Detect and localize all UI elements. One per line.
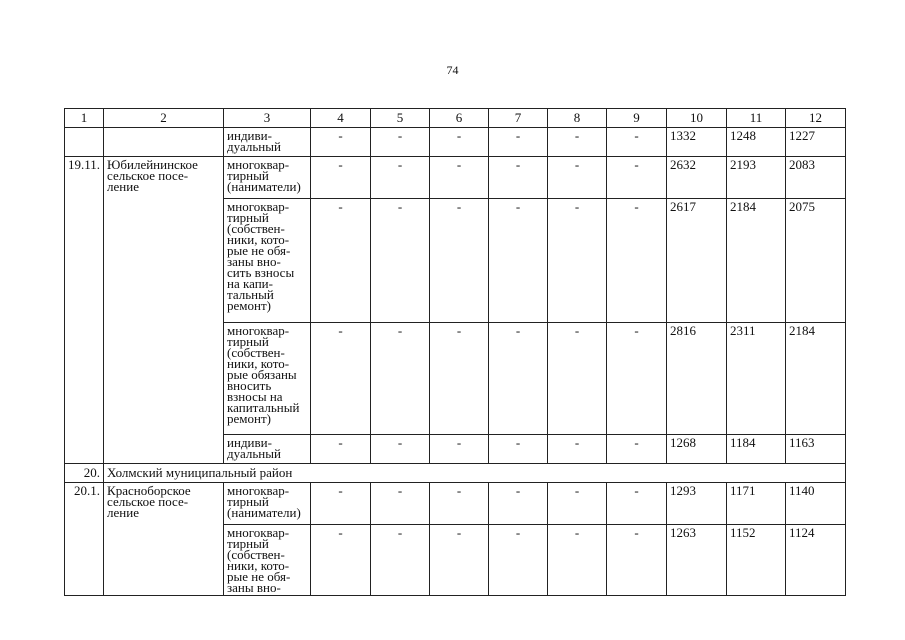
- housing-type-line: тальный: [227, 287, 274, 302]
- settlement-name-line: Красноборское: [107, 483, 191, 498]
- dash-cell: -: [607, 199, 667, 323]
- dash-cell: -: [371, 525, 430, 596]
- housing-type-line: (собствен-: [227, 221, 285, 236]
- dash-cell: -: [371, 199, 430, 323]
- housing-type-line: многоквар-: [227, 323, 290, 338]
- settlement-name: [104, 483, 224, 596]
- dash-cell: -: [607, 525, 667, 596]
- dash-cell: -: [371, 128, 430, 157]
- dash-cell: -: [607, 435, 667, 464]
- housing-type: [224, 483, 311, 525]
- housing-type-line: ники, кото-: [227, 558, 290, 573]
- header-cell: 8: [548, 109, 607, 128]
- dash-cell: -: [489, 525, 548, 596]
- dash-cell: -: [430, 323, 489, 435]
- page-number: 74: [446, 63, 459, 77]
- value-cell: 2184: [786, 323, 846, 435]
- housing-type-line: (собствен-: [227, 547, 285, 562]
- housing-type-line: ники, кото-: [227, 356, 290, 371]
- value-cell: 1152: [727, 525, 786, 596]
- header-cell: 6: [430, 109, 489, 128]
- dash-cell: -: [489, 157, 548, 199]
- header-cell: 5: [371, 109, 430, 128]
- housing-type-line: (наниматели): [227, 505, 301, 520]
- dash-cell: -: [607, 128, 667, 157]
- housing-type-line: рые обязаны: [227, 367, 297, 382]
- dash-cell: -: [430, 435, 489, 464]
- settlement-name-line: сельское посе-: [107, 168, 189, 183]
- housing-type-line: ремонт): [227, 298, 271, 313]
- dash-cell: -: [311, 483, 371, 525]
- settlement-name-line: ление: [107, 505, 139, 520]
- value-cell: 1227: [786, 128, 846, 157]
- dash-cell: -: [311, 128, 371, 157]
- housing-type-line: взносы на: [227, 389, 283, 404]
- value-cell: 1248: [727, 128, 786, 157]
- dash-cell: -: [371, 435, 430, 464]
- section-row: [65, 464, 846, 483]
- housing-type-line: тирный: [227, 536, 269, 551]
- dash-cell: -: [489, 199, 548, 323]
- dash-cell: -: [489, 483, 548, 525]
- value-cell: 2075: [786, 199, 846, 323]
- value-cell: 1124: [786, 525, 846, 596]
- dash-cell: -: [607, 157, 667, 199]
- housing-type-line: многоквар-: [227, 483, 290, 498]
- dash-cell: -: [607, 483, 667, 525]
- dash-cell: -: [489, 128, 548, 157]
- dash-cell: -: [489, 323, 548, 435]
- housing-type-line: капитальный: [227, 400, 300, 415]
- value-cell: 2617: [667, 199, 727, 323]
- dash-cell: -: [548, 435, 607, 464]
- header-cell: 3: [224, 109, 311, 128]
- dash-cell: -: [548, 128, 607, 157]
- dash-cell: -: [548, 323, 607, 435]
- housing-type: [224, 435, 311, 464]
- housing-type-line: дуальный: [227, 446, 281, 461]
- row-index: [65, 128, 104, 157]
- settlement-name: [104, 157, 224, 464]
- housing-type-line: заны вно-: [227, 580, 281, 595]
- dash-cell: -: [430, 483, 489, 525]
- dash-cell: -: [548, 157, 607, 199]
- housing-type-line: (наниматели): [227, 179, 301, 194]
- housing-type-line: дуальный: [227, 139, 281, 154]
- housing-type-line: индиви-: [227, 435, 272, 450]
- dash-cell: -: [430, 525, 489, 596]
- housing-type-line: сить взносы: [227, 265, 295, 280]
- housing-type-line: ремонт): [227, 411, 271, 426]
- housing-type-line: ники, кото-: [227, 232, 290, 247]
- dash-cell: -: [430, 128, 489, 157]
- value-cell: 1171: [727, 483, 786, 525]
- row-index: 20.1.: [65, 483, 104, 596]
- housing-type-line: тирный: [227, 494, 269, 509]
- section-title: Холмский муниципальный район: [104, 464, 846, 483]
- value-cell: 2083: [786, 157, 846, 199]
- dash-cell: -: [371, 157, 430, 199]
- housing-type: [224, 157, 311, 199]
- section-index: 20.: [65, 464, 104, 483]
- housing-type-line: заны вно-: [227, 254, 281, 269]
- housing-type-line: рые не обя-: [227, 243, 291, 258]
- settlement-name-line: ление: [107, 179, 139, 194]
- housing-type-line: рые не обя-: [227, 569, 291, 584]
- housing-type-line: многоквар-: [227, 157, 290, 172]
- row-index: 19.11.: [65, 157, 104, 464]
- dash-cell: -: [311, 435, 371, 464]
- value-cell: 2184: [727, 199, 786, 323]
- header-cell: 1: [65, 109, 104, 128]
- dash-cell: -: [430, 199, 489, 323]
- dash-cell: -: [311, 525, 371, 596]
- value-cell: 1163: [786, 435, 846, 464]
- header-cell: 2: [104, 109, 224, 128]
- dash-cell: -: [311, 323, 371, 435]
- header-cell: 10: [667, 109, 727, 128]
- dash-cell: -: [489, 435, 548, 464]
- housing-type: [224, 525, 311, 596]
- housing-type: [224, 323, 311, 435]
- value-cell: 2311: [727, 323, 786, 435]
- housing-type: [224, 199, 311, 323]
- header-row: [65, 109, 846, 128]
- dash-cell: -: [430, 157, 489, 199]
- settlement-name: [104, 128, 224, 157]
- housing-type-line: многоквар-: [227, 199, 290, 214]
- housing-type-line: многоквар-: [227, 525, 290, 540]
- table-row: [65, 157, 846, 199]
- housing-type-line: тирный: [227, 168, 269, 183]
- value-cell: 2816: [667, 323, 727, 435]
- header-cell: 7: [489, 109, 548, 128]
- value-cell: 1332: [667, 128, 727, 157]
- header-cell: 4: [311, 109, 371, 128]
- dash-cell: -: [548, 483, 607, 525]
- dash-cell: -: [311, 157, 371, 199]
- tariff-table: [64, 108, 846, 596]
- housing-type-line: на капи-: [227, 276, 273, 291]
- value-cell: 1268: [667, 435, 727, 464]
- header-cell: 12: [786, 109, 846, 128]
- table-row: [65, 483, 846, 525]
- dash-cell: -: [371, 323, 430, 435]
- housing-type-line: индиви-: [227, 128, 272, 143]
- dash-cell: -: [548, 199, 607, 323]
- header-cell: 9: [607, 109, 667, 128]
- housing-type-line: тирный: [227, 334, 269, 349]
- value-cell: 1263: [667, 525, 727, 596]
- value-cell: 1184: [727, 435, 786, 464]
- dash-cell: -: [607, 323, 667, 435]
- housing-type-line: (собствен-: [227, 345, 285, 360]
- dash-cell: -: [371, 483, 430, 525]
- header-cell: 11: [727, 109, 786, 128]
- settlement-name-line: Юбилейнинское: [107, 157, 198, 172]
- value-cell: 2632: [667, 157, 727, 199]
- value-cell: 1140: [786, 483, 846, 525]
- value-cell: 1293: [667, 483, 727, 525]
- housing-type-line: тирный: [227, 210, 269, 225]
- table-row: [65, 128, 846, 157]
- dash-cell: -: [548, 525, 607, 596]
- settlement-name-line: сельское посе-: [107, 494, 189, 509]
- housing-type-line: вносить: [227, 378, 272, 393]
- housing-type: [224, 128, 311, 157]
- dash-cell: -: [311, 199, 371, 323]
- value-cell: 2193: [727, 157, 786, 199]
